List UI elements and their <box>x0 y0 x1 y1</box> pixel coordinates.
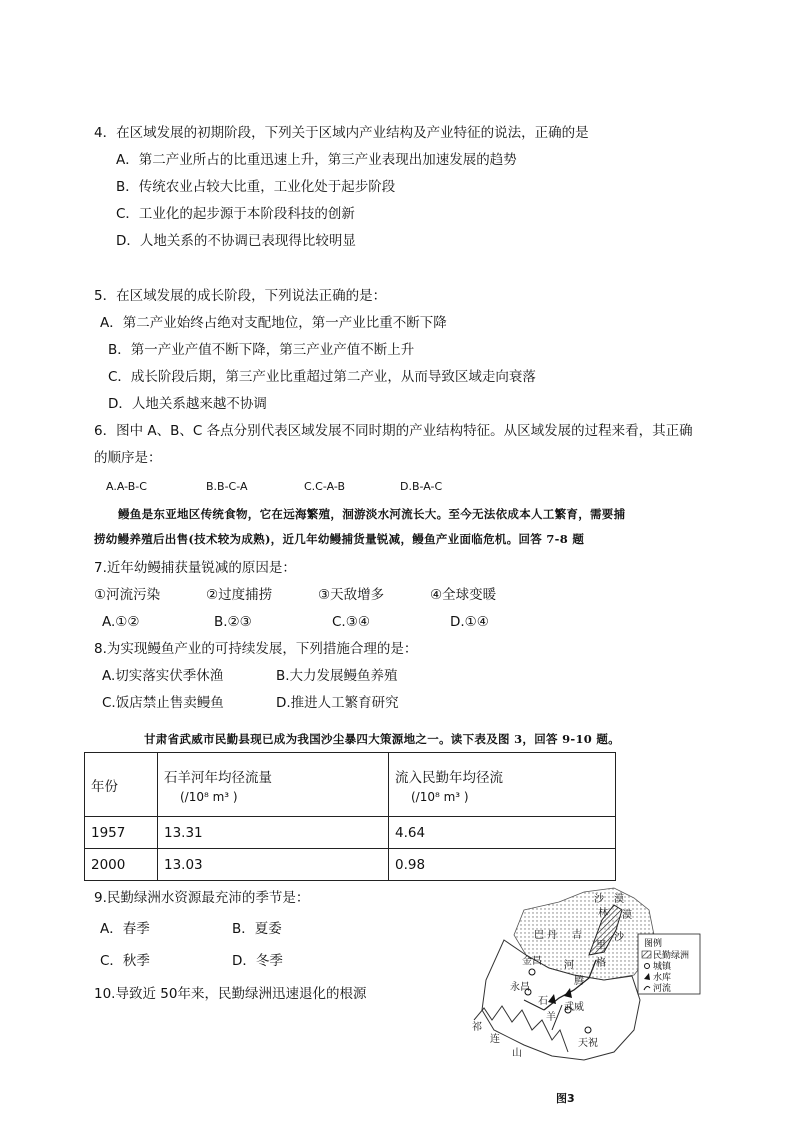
map-label-sha1: 沙 <box>594 894 604 905</box>
q7-option-a: A.①② <box>102 614 140 630</box>
legend-reservoir: 水库 <box>653 973 672 983</box>
runoff-table <box>84 752 616 881</box>
q5-option-d: D．人地关系越来越不协调 <box>108 396 267 412</box>
table-header-minqin: 流入民勤年均径流 (/10⁸ m³ ) <box>389 753 616 817</box>
table-header-row <box>85 753 616 817</box>
reservoir-marker <box>564 988 572 998</box>
q8-option-c: C.饭店禁止售卖鳗鱼 <box>102 695 224 711</box>
q5-stem: 5．在区域发展的成长阶段，下列说法正确的是： <box>94 288 387 304</box>
legend-town: 城镇 <box>653 962 672 972</box>
q6-option-d: D.B-A-C <box>400 480 443 493</box>
map-label-ji: 吉 <box>572 930 582 941</box>
map-label-mo2: 漠 <box>622 910 632 921</box>
q4-option-c: C．工业化的起步源于本阶段科技的创新 <box>116 206 355 222</box>
q7-option-c: C.③④ <box>332 614 370 630</box>
town-marker <box>585 1027 591 1033</box>
q5-option-b: B．第一产业产值不断下降，第三产业产值不断上升 <box>108 342 415 358</box>
passage-eel-line1: 鳗鱼是东亚地区传统食物，它在远海繁殖，洄游淡水河流长大。至今无法依成本人工繁育，需要捕 <box>118 507 626 521</box>
q5-option-a: A．第二产业始终占绝对支配地位，第一产业比重不断下降 <box>100 315 447 331</box>
map-label-li: 里 <box>596 940 606 951</box>
map-label-wuwei: 武威 <box>564 1002 584 1013</box>
q7-option-b: B.②③ <box>214 614 252 630</box>
q5-option-c: C．成长阶段后期，第三产业比重超过第二产业，从而导致区域走向衰落 <box>108 369 536 385</box>
table-cell: 2000 <box>85 849 158 881</box>
map-legend <box>638 934 700 994</box>
q8-option-d: D.推进人工繁育研究 <box>276 695 399 711</box>
table-cell: 4.64 <box>389 817 616 849</box>
q7-item-1: ①河流污染 <box>94 587 161 603</box>
q9-stem: 9.民勤绿洲水资源最充沛的季节是： <box>94 890 310 906</box>
table-row <box>85 817 616 849</box>
q7-item-2: ②过度捕捞 <box>206 587 273 603</box>
table-cell: 13.31 <box>158 817 389 849</box>
q6-stem-line1: 6．图中 A、B、C 各点分别代表区域发展不同时期的产业结构特征。从区域发展的过程来看，其正确 <box>94 423 693 439</box>
map-label-mo1: 漠 <box>614 894 624 905</box>
minqin-map <box>464 880 704 1070</box>
table-cell: 13.03 <box>158 849 389 881</box>
passage-eel-line2: 捞幼鳗养殖后出售(技术较为成熟)，近几年幼鳗捕货量锐减，鳗鱼产业面临危机。回答 7-8 题 <box>94 532 585 546</box>
map-label-teng: 腾 <box>574 976 584 987</box>
map-label-tianzhu: 天祝 <box>578 1038 598 1049</box>
passage-minqin: 甘肃省武威市民勤县现已成为我国沙尘暴四大策源地之一。读下表及图 3，回答 9-10 题。 <box>144 732 620 746</box>
q7-stem: 7.近年幼鳗捕获量锐减的原因是： <box>94 560 296 576</box>
map-label-qi: 祁 <box>472 1022 482 1033</box>
q9-option-d: D．冬季 <box>232 953 283 969</box>
q10-stem: 10.导致近 50年来，民勤绿洲迅速退化的根源 <box>94 986 367 1002</box>
table-cell: 1957 <box>85 817 158 849</box>
town-marker <box>529 969 535 975</box>
legend-oasis: 民勤绿洲 <box>653 951 690 961</box>
map-label-he: 河 <box>564 960 574 971</box>
map-label-lin: 林 <box>598 908 608 919</box>
q9-option-b: B．夏委 <box>232 921 282 937</box>
table-row <box>85 849 616 881</box>
q6-option-a: A.A-B-C <box>106 480 147 493</box>
table-cell: 0.98 <box>389 849 616 881</box>
legend-title: 图例 <box>644 939 663 949</box>
map-label-badan: 巴 丹 <box>534 930 558 941</box>
figure-caption: 图3 <box>556 1092 575 1105</box>
q7-item-4: ④全球变暖 <box>430 587 497 603</box>
q8-stem: 8.为实现鳗鱼产业的可持续发展，下列措施合理的是： <box>94 641 418 657</box>
map-label-shan: 山 <box>512 1048 522 1059</box>
q9-option-c: C．秋季 <box>100 953 150 969</box>
q6-stem-line2: 的顺序是： <box>94 450 162 466</box>
map-label-yongchang: 永昌 <box>510 982 530 993</box>
q4-option-d: D．人地关系的不协调已表现得比较明显 <box>116 233 356 249</box>
map-label-lian: 连 <box>490 1034 500 1045</box>
q7-item-3: ③天敌增多 <box>318 587 385 603</box>
q6-option-c: C.C-A-B <box>304 480 345 493</box>
legend-river: 河流 <box>653 984 672 994</box>
table-unit-shiyang: (/10⁸ m³ ) <box>180 789 238 804</box>
map-label-sha2: 沙 <box>614 932 624 943</box>
map-label-ge: 格 <box>596 958 606 969</box>
q8-option-b: B.大力发展鳗鱼养殖 <box>276 668 398 684</box>
q4-stem: 4．在区域发展的初期阶段，下列关于区域内产业结构及产业特征的说法，正确的是 <box>94 125 589 141</box>
map-label-jinchang: 金昌 <box>522 956 542 967</box>
q8-option-a: A.切实落实伏季休渔 <box>102 668 224 684</box>
map-label-yang: 羊 <box>546 1012 556 1023</box>
q4-option-a: A．第二产业所占的比重迅速上升，第三产业表现出加速发展的趋势 <box>116 152 517 168</box>
reservoir-marker <box>548 994 556 1004</box>
map-label-shi: 石 <box>538 996 548 1007</box>
q9-option-a: A．春季 <box>100 921 150 937</box>
table-header-shiyang: 石羊河年均径流量 (/10⁸ m³ ) <box>158 753 389 817</box>
table-unit-minqin: (/10⁸ m³ ) <box>411 789 469 804</box>
q6-option-b: B.B-C-A <box>206 480 248 493</box>
q7-option-d: D.①④ <box>450 614 489 630</box>
q4-option-b: B．传统农业占较大比重，工业化处于起步阶段 <box>116 179 396 195</box>
table-header-year: 年份 <box>85 753 158 817</box>
